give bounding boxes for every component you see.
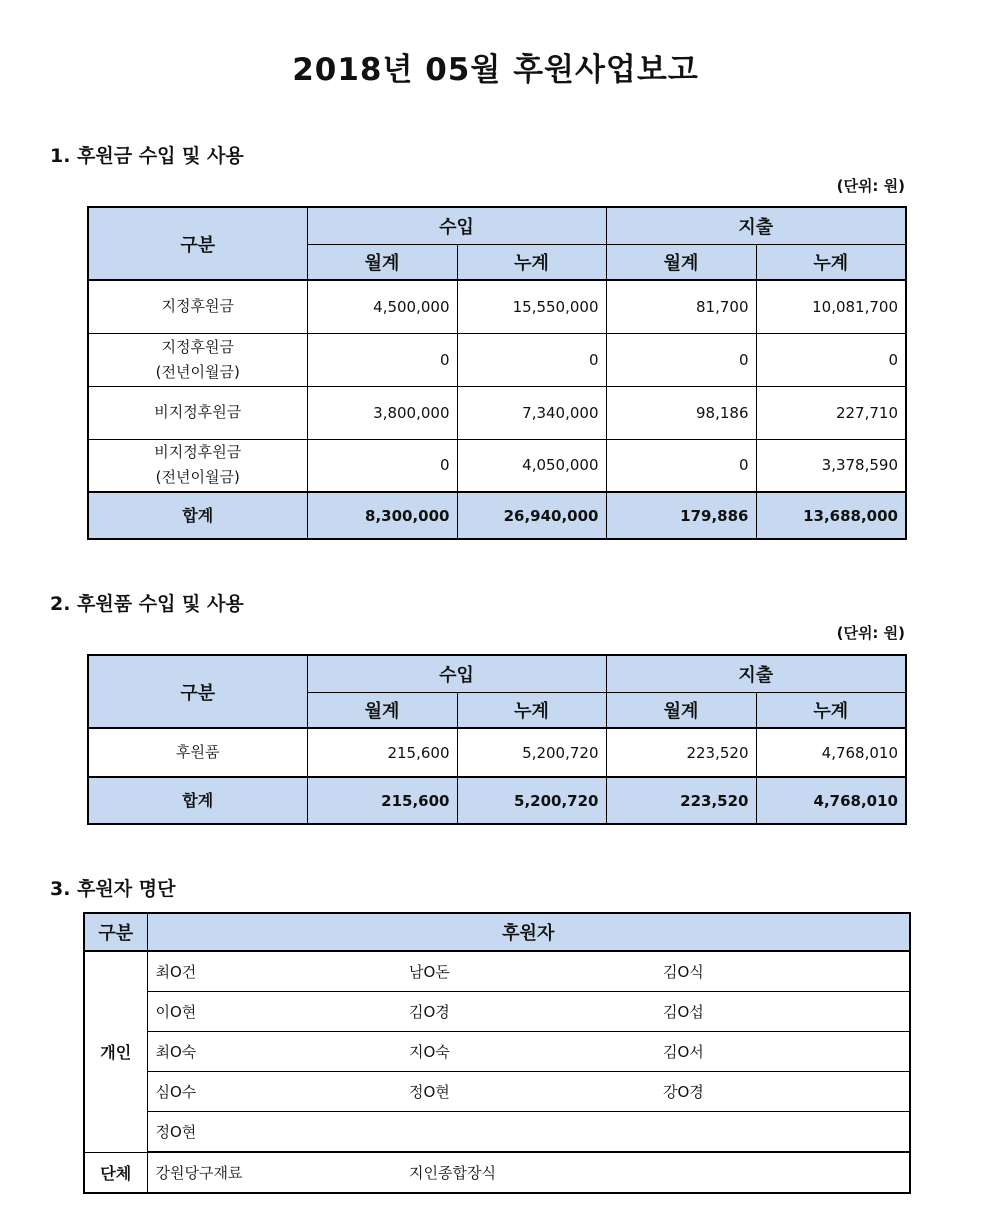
individual-group-label: 개인 (84, 951, 147, 1152)
income-cumulative-cell: 15,550,000 (457, 280, 606, 333)
table-row (88, 386, 906, 439)
donor-name (655, 1112, 910, 1153)
expense-month-cell: 81,700 (606, 280, 756, 333)
row-label (88, 439, 307, 492)
table-row (88, 439, 906, 492)
donor-name: 이O현 (147, 992, 401, 1032)
table-row (88, 333, 906, 386)
expense-month-header: 월계 (606, 692, 756, 728)
income-month-cell: 0 (307, 439, 457, 492)
total-expense-month-cell: 223,520 (606, 777, 756, 824)
category-header: 구분 (84, 913, 147, 951)
donor-name: 심O수 (147, 1072, 401, 1112)
income-cumulative-cell: 5,200,720 (457, 728, 606, 777)
row-label-line2: (전년이월금) (155, 362, 240, 381)
group-group-label: 단체 (84, 1152, 147, 1193)
donor-name: 지인종합장식 (401, 1152, 655, 1193)
donor-row (84, 1072, 910, 1112)
expense-cumulative-cell: 4,768,010 (756, 728, 906, 777)
donor-name: 김O식 (655, 951, 910, 992)
income-cumulative-cell: 4,050,000 (457, 439, 606, 492)
table-header-row (88, 207, 906, 244)
row-label-line1: 지정후원금 (161, 337, 234, 356)
donor-row (84, 1152, 910, 1193)
total-income-cumulative-cell: 26,940,000 (457, 492, 606, 539)
donor-list-table (83, 912, 911, 1194)
expense-cumulative-header: 누계 (756, 692, 906, 728)
row-label (88, 333, 307, 386)
donor-row (84, 951, 910, 992)
expense-cumulative-cell: 227,710 (756, 386, 906, 439)
total-label: 합계 (88, 492, 307, 539)
donor-name: 지O숙 (401, 1032, 655, 1072)
total-row (88, 492, 906, 539)
donor-name: 최O건 (147, 951, 401, 992)
income-month-cell: 4,500,000 (307, 280, 457, 333)
expense-cumulative-cell: 0 (756, 333, 906, 386)
income-cumulative-cell: 0 (457, 333, 606, 386)
total-label: 합계 (88, 777, 307, 824)
income-month-header: 월계 (307, 244, 457, 280)
donor-name: 남O돈 (401, 951, 655, 992)
section2-unit: (단위: 원) (836, 624, 905, 642)
total-expense-cumulative-cell: 13,688,000 (756, 492, 906, 539)
section1-unit: (단위: 원) (836, 177, 905, 195)
expense-month-header: 월계 (606, 244, 756, 280)
income-header: 수입 (307, 207, 606, 244)
income-cumulative-header: 누계 (457, 692, 606, 728)
section3-heading: 3. 후원자 명단 (50, 878, 176, 900)
expense-header: 지출 (606, 207, 906, 244)
page-title: 2018년 05월 후원사업보고 (292, 52, 699, 88)
donor-row (84, 992, 910, 1032)
category-header: 구분 (88, 207, 307, 280)
donated-goods-table (87, 654, 907, 825)
total-income-month-cell: 8,300,000 (307, 492, 457, 539)
total-income-cumulative-cell: 5,200,720 (457, 777, 606, 824)
income-month-header: 월계 (307, 692, 457, 728)
total-row (88, 777, 906, 824)
donor-row (84, 1112, 910, 1153)
income-month-cell: 215,600 (307, 728, 457, 777)
total-income-month-cell: 215,600 (307, 777, 457, 824)
donor-name: 최O숙 (147, 1032, 401, 1072)
section2-heading: 2. 후원품 수입 및 사용 (50, 593, 244, 615)
income-month-cell: 3,800,000 (307, 386, 457, 439)
expense-month-cell: 0 (606, 439, 756, 492)
total-expense-month-cell: 179,886 (606, 492, 756, 539)
donor-row (84, 1032, 910, 1072)
row-label (88, 386, 307, 439)
expense-month-cell: 223,520 (606, 728, 756, 777)
expense-month-cell: 0 (606, 333, 756, 386)
donor-name: 김O경 (401, 992, 655, 1032)
income-header: 수입 (307, 655, 606, 692)
total-expense-cumulative-cell: 4,768,010 (756, 777, 906, 824)
section1-heading: 1. 후원금 수입 및 사용 (50, 145, 244, 167)
row-label-line1: 비지정후원금 (154, 403, 242, 421)
row-label-line1: 지정후원금 (161, 297, 234, 316)
expense-month-cell: 98,186 (606, 386, 756, 439)
donor-name (401, 1112, 655, 1153)
donor-name: 정O현 (401, 1072, 655, 1112)
income-cumulative-cell: 7,340,000 (457, 386, 606, 439)
table-row (88, 728, 906, 777)
donor-name: 정O현 (147, 1112, 401, 1153)
table-row (88, 280, 906, 333)
donation-money-table (87, 206, 907, 540)
row-label: 후원품 (88, 728, 307, 777)
donor-name (655, 1152, 910, 1193)
income-month-cell: 0 (307, 333, 457, 386)
expense-cumulative-cell: 10,081,700 (756, 280, 906, 333)
expense-cumulative-cell: 3,378,590 (756, 439, 906, 492)
table-header-row (84, 913, 910, 951)
expense-cumulative-header: 누계 (756, 244, 906, 280)
row-label-line2: (전년이월금) (155, 468, 240, 487)
table-header-row (88, 655, 906, 692)
donor-name: 강원당구재료 (147, 1152, 401, 1193)
donor-name: 김O섭 (655, 992, 910, 1032)
income-cumulative-header: 누계 (457, 244, 606, 280)
donor-name: 김O서 (655, 1032, 910, 1072)
row-label (88, 280, 307, 333)
donor-name: 강O경 (655, 1072, 910, 1112)
row-label-line1: 비지정후원금 (154, 443, 242, 462)
expense-header: 지출 (606, 655, 906, 692)
donors-header: 후원자 (147, 913, 910, 951)
category-header: 구분 (88, 655, 307, 728)
